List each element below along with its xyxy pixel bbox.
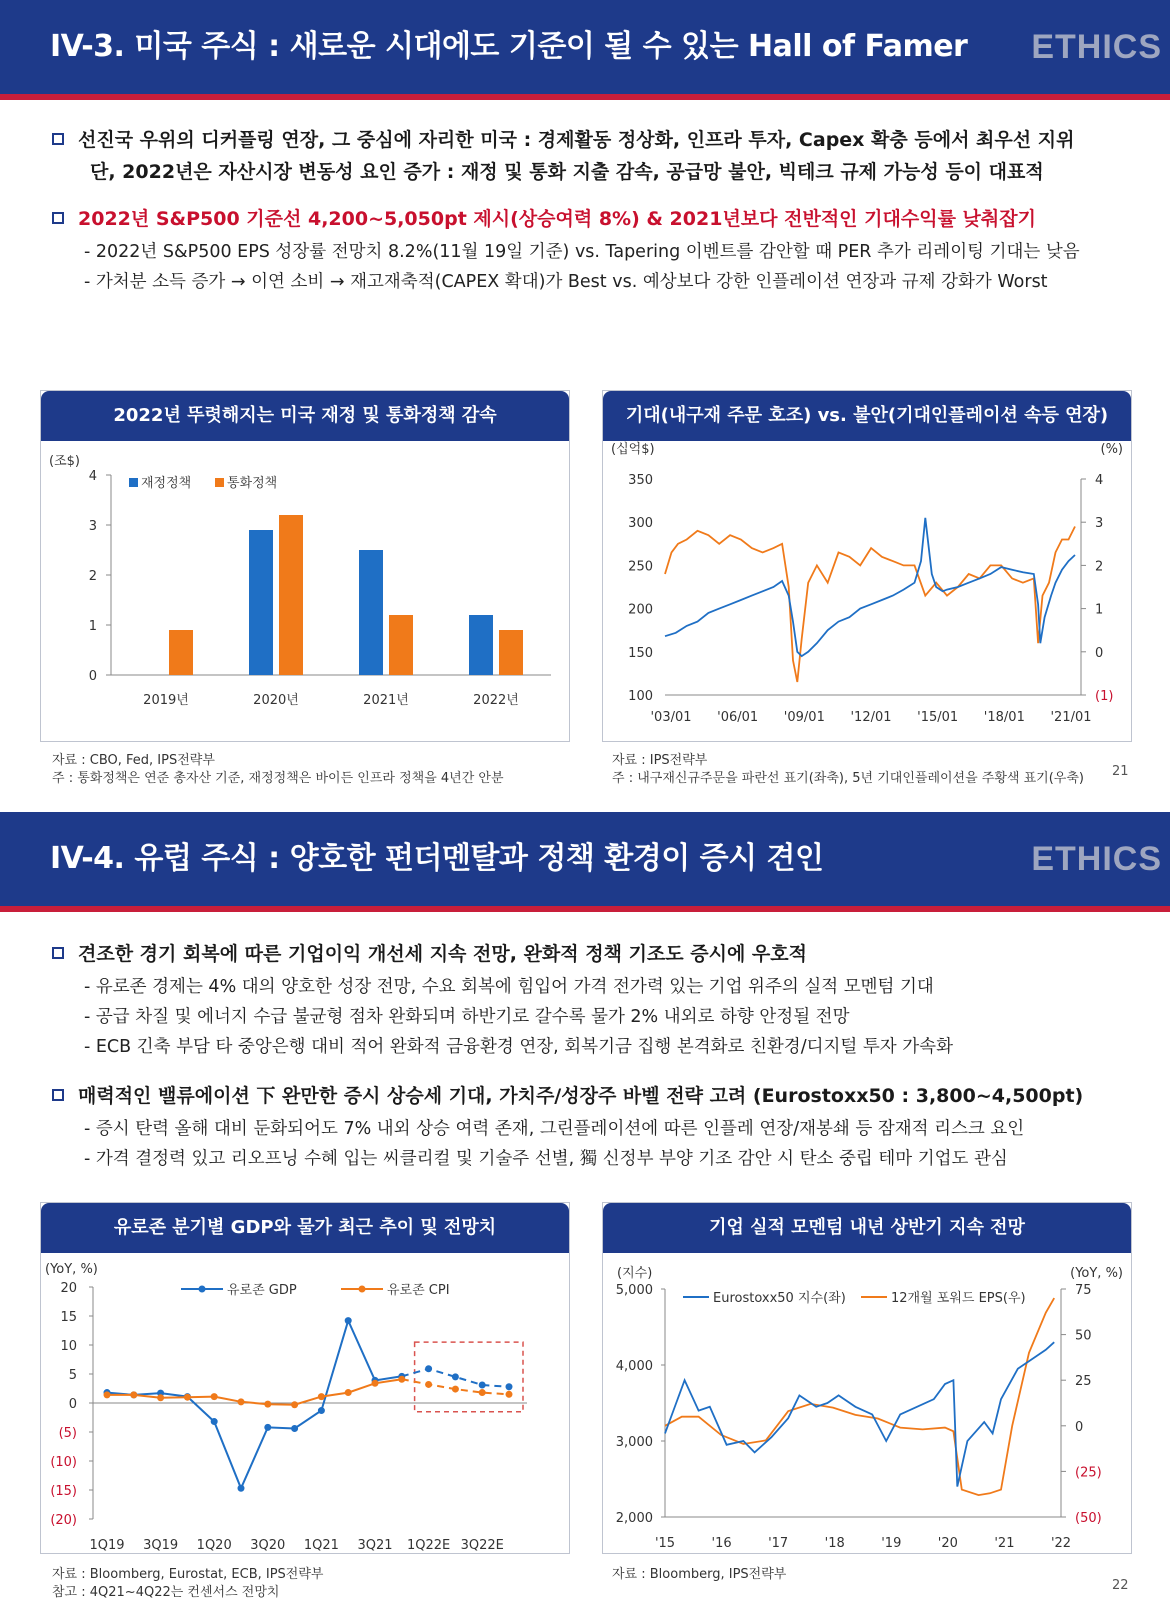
chart1-bar	[469, 615, 493, 675]
chart3-xtick-label: 3Q21	[357, 1538, 393, 1551]
chart4-ytick-left: 3,000	[615, 1435, 653, 1450]
chart2-source: 자료 : IPS전략부	[612, 753, 708, 768]
section2-sub4: - 증시 탄력 올해 대비 둔화되어도 7% 내외 상승 여력 존재, 그린플레이션에 따른 인플레 연장/재봉쇄 등 잠재적 리스크 요인	[84, 1119, 1025, 1139]
chart1-xtick-label: 2019년	[143, 693, 189, 708]
chart3-title: 유로존 분기별 GDP와 물가 최근 추이 및 전망치	[41, 1203, 569, 1253]
chart3-point	[104, 1391, 111, 1398]
chart2-xtick-label: '06/01	[717, 710, 759, 725]
header-divider	[0, 94, 1170, 100]
section2-bullet1: 견조한 경기 회복에 따른 기업이익 개선세 지속 전망, 완화적 정책 기조도 증시에 우호적	[52, 938, 807, 970]
chart1-ytick-label: 2	[88, 569, 97, 584]
chart3-series-line	[107, 1379, 402, 1405]
chart4-xtick-label: '17	[768, 1536, 789, 1551]
chart2-ytick-left: 350	[628, 473, 653, 488]
chart3-xtick-label: 1Q20	[196, 1538, 232, 1551]
chart2-ytick-right: 3	[1095, 516, 1104, 532]
chart2-xtick-label: '21/01	[1050, 710, 1092, 725]
section2-sub1: - 유로존 경제는 4% 대의 양호한 성장 전망, 수요 회복에 힘입어 가격 전가력 있는 기업 위주의 실적 모멘텀 기대	[84, 977, 934, 997]
chart3-point	[130, 1391, 137, 1398]
section1-sub1: - 2022년 S&P500 EPS 성장률 전망치 8.2%(11월 19일 기준) vs. Tapering 이벤트를 감안할 때 PER 추가 리레이팅 기대는 낮음	[84, 242, 1080, 262]
chart1-legend-label: 통화정책	[227, 476, 278, 491]
chart3-xtick-label: 3Q22E	[460, 1538, 504, 1551]
chart4-ylabel-right: (YoY, %)	[1070, 1266, 1123, 1281]
chart2-ytick-left: 100	[628, 689, 653, 704]
chart2-footnote: 주 : 내구재신규주문을 파란선 표기(좌축), 5년 기대인플레이션을 주황색 표기(우축)	[612, 771, 1084, 786]
chart4-legend-label: 12개월 포워드 EPS(우)	[891, 1291, 1026, 1306]
chart3-point	[291, 1425, 298, 1432]
section1-sub2: - 가처분 소득 증가 → 이연 소비 → 재고재축적(CAPEX 확대)가 Best vs. 예상보다 강한 인플레이션 연장과 규제 강화가 Worst	[84, 272, 1048, 292]
chart1-source: 자료 : CBO, Fed, IPS전략부	[52, 753, 215, 768]
chart2-panel	[602, 390, 1132, 742]
chart3-legend-marker	[359, 1286, 366, 1293]
chart3-point	[318, 1407, 325, 1414]
chart3-source: 자료 : Bloomberg, Eurostat, ECB, IPS전략부	[52, 1567, 324, 1582]
chart4-xtick-label: '19	[881, 1536, 902, 1551]
chart3-point	[184, 1394, 191, 1401]
section2-sub3: - ECB 긴축 부담 타 중앙은행 대비 적어 완화적 금융환경 연장, 회복기금 집행 본격화로 친환경/디지털 투자 가속화	[84, 1037, 953, 1057]
chart2-ytick-right: 1	[1095, 602, 1104, 618]
chart3-footnote: 참고 : 4Q21~4Q22는 컨센서스 전망치	[52, 1585, 280, 1600]
section2-title: IV-4. 유럽 주식 : 양호한 펀더멘탈과 정책 환경이 증시 견인	[50, 841, 824, 876]
chart1-legend-label: 재정정책	[141, 476, 192, 491]
bullet-square-icon	[52, 1089, 64, 1101]
chart2-xtick-label: '15/01	[917, 710, 959, 725]
chart1-footnote: 주 : 통화정책은 연준 총자산 기준, 재정정책은 바이든 인프라 정책을 4년간 안분	[52, 771, 504, 786]
chart2-ytick-left: 300	[628, 516, 653, 532]
chart4-xtick-label: '15	[654, 1536, 676, 1551]
chart2-xtick-label: '03/01	[650, 710, 692, 725]
chart4-xtick-label: '21	[994, 1536, 1015, 1551]
chart3-xtick-label: 1Q21	[303, 1538, 339, 1551]
chart1-bar	[389, 615, 413, 675]
chart4-ytick-left: 4,000	[615, 1359, 653, 1374]
chart4-ytick-left: 2,000	[615, 1511, 653, 1526]
chart4-xtick-label: '22	[1050, 1536, 1072, 1551]
chart3-point	[398, 1376, 405, 1383]
chart2-xtick-label: '18/01	[983, 710, 1025, 725]
chart1-xtick-label: 2021년	[363, 693, 409, 708]
chart2-xtick-label: '12/01	[850, 710, 892, 725]
chart1-legend-swatch	[215, 478, 224, 487]
section2-sub2: - 공급 차질 및 에너지 수급 불균형 점차 완화되며 하반기로 갈수록 물가 2% 내외로 하향 안정될 전망	[84, 1007, 850, 1027]
chart1-ylabel: (조$)	[49, 454, 80, 469]
ethics-logo: ETHICS	[1031, 840, 1162, 878]
chart3-legend-marker	[199, 1286, 206, 1293]
chart3-panel	[40, 1202, 570, 1554]
chart4-ytick-left: 5,000	[615, 1283, 653, 1298]
chart4-xtick-label: '16	[711, 1536, 732, 1551]
chart4-source: 자료 : Bloomberg, IPS전략부	[612, 1567, 787, 1582]
chart1-bar	[279, 515, 303, 675]
chart3-xtick-label: 3Q20	[250, 1538, 286, 1551]
chart2-ytick-left: 250	[628, 559, 653, 575]
chart3-point	[425, 1381, 432, 1388]
chart2-ytick-right: 2	[1095, 559, 1104, 575]
chart2-title: 기대(내구재 주문 호조) vs. 불안(기대인플레이션 속등 연장)	[603, 391, 1131, 441]
chart3-point	[211, 1418, 218, 1425]
chart4-ylabel-left: (지수)	[617, 1266, 653, 1281]
section1-bullet1-cont: 단, 2022년은 자산시장 변동성 요인 증가 : 재정 및 통화 지출 감속, 공급망 불안, 빅테크 규제 가능성 등이 대표적	[90, 161, 1044, 183]
chart3-point	[345, 1317, 352, 1324]
chart2-ytick-right: 0	[1095, 645, 1104, 661]
chart2-svg	[603, 441, 1131, 739]
chart3-point	[452, 1373, 459, 1380]
chart3-ytick-label: (10)	[50, 1455, 77, 1470]
chart3-point	[238, 1398, 245, 1405]
chart3-point	[157, 1394, 164, 1401]
chart4-legend-label: Eurostoxx50 지수(좌)	[713, 1291, 846, 1306]
chart1-xtick-label: 2022년	[473, 693, 519, 708]
section1-bullet2: 2022년 S&P500 기준선 4,200~5,050pt 제시(상승여력 8%) & 2021년보다 전반적인 기대수익률 낮춰잡기	[52, 203, 1036, 235]
chart2-ytick-left: 150	[628, 645, 653, 661]
page-number-22: 22	[1112, 1578, 1129, 1593]
bullet-square-icon	[52, 212, 64, 224]
chart2-xtick-label: '09/01	[783, 710, 825, 725]
section2-sub5: - 가격 결정력 있고 리오프닝 수혜 입는 씨클리컬 및 기술주 선별, 獨 신정부 부양 기조 감안 시 탄소 중립 테마 기업도 관심	[84, 1149, 1008, 1169]
chart4-panel	[602, 1202, 1132, 1554]
section1-bullet1: 선진국 우위의 디커플링 연장, 그 중심에 자리한 미국 : 경제활동 정상화, 인프라 투자, Capex 확충 등에서 최우선 지위	[52, 124, 1074, 156]
chart4-svg	[603, 1253, 1131, 1551]
chart1-svg	[41, 441, 569, 739]
page-number-21: 21	[1112, 764, 1129, 779]
chart1-legend-swatch	[129, 478, 138, 487]
chart3-point	[264, 1424, 271, 1431]
chart4-xtick-label: '20	[937, 1536, 958, 1551]
chart3-point	[345, 1389, 352, 1396]
chart1-panel	[40, 390, 570, 742]
chart4-ytick-right: 25	[1075, 1374, 1092, 1390]
chart2-ylabel-right: (%)	[1100, 442, 1123, 457]
chart3-legend-label: 유로존 CPI	[387, 1283, 450, 1298]
chart1-bar	[249, 530, 273, 675]
chart4-series-line	[665, 1298, 1054, 1495]
chart1-ytick-label: 3	[88, 519, 97, 534]
bullet-square-icon	[52, 947, 64, 959]
section1-header	[0, 0, 1170, 94]
chart3-point	[211, 1393, 218, 1400]
chart4-ytick-right: 0	[1075, 1419, 1084, 1435]
chart1-title: 2022년 뚜렷해지는 미국 재정 및 통화정책 감속	[41, 391, 569, 441]
chart1-bar	[499, 630, 523, 675]
section2-header	[0, 812, 1170, 906]
chart3-ytick-label: 5	[68, 1368, 77, 1383]
chart3-point	[264, 1401, 271, 1408]
chart4-xtick-label: '18	[824, 1536, 845, 1551]
chart4-ytick-right: 75	[1075, 1283, 1092, 1298]
chart4-series-line	[665, 1342, 1054, 1486]
chart3-ytick-label: (15)	[50, 1484, 77, 1499]
section2-bullet2: 매력적인 밸류에이션 下 완만한 증시 상승세 기대, 가치주/성장주 바벨 전략 고려 (Eurostoxx50 : 3,800~4,500pt)	[52, 1080, 1083, 1112]
header-divider	[0, 906, 1170, 912]
chart3-ytick-label: (5)	[58, 1426, 77, 1441]
ethics-logo: ETHICS	[1031, 28, 1162, 66]
chart3-point	[318, 1393, 325, 1400]
chart3-ytick-label: 0	[68, 1397, 77, 1412]
chart2-ytick-right: 4	[1095, 473, 1104, 488]
chart3-ylabel: (YoY, %)	[45, 1262, 98, 1277]
chart3-xtick-label: 3Q19	[143, 1538, 179, 1551]
chart3-point	[291, 1401, 298, 1408]
chart1-ytick-label: 0	[88, 669, 97, 684]
chart3-point	[506, 1391, 513, 1398]
chart3-ytick-label: (20)	[50, 1513, 77, 1528]
chart1-ytick-label: 4	[88, 469, 97, 484]
chart3-point	[425, 1365, 432, 1372]
chart3-forecast-box	[415, 1342, 523, 1412]
chart2-ytick-left: 200	[628, 602, 653, 618]
chart3-legend-label: 유로존 GDP	[227, 1283, 297, 1298]
chart3-xtick-label: 1Q22E	[406, 1538, 451, 1551]
chart4-ytick-right: 50	[1075, 1328, 1092, 1344]
chart3-series-line	[107, 1321, 402, 1489]
chart2-ytick-right: (1)	[1095, 689, 1114, 704]
chart1-bar	[359, 550, 383, 675]
chart1-ytick-label: 1	[88, 619, 97, 634]
chart1-bar	[169, 630, 193, 675]
chart3-point	[452, 1386, 459, 1393]
chart4-ytick-right: (50)	[1075, 1511, 1102, 1526]
chart3-ytick-label: 10	[60, 1339, 77, 1354]
chart3-point	[479, 1389, 486, 1396]
bullet-square-icon	[52, 133, 64, 145]
chart3-point	[238, 1485, 245, 1492]
chart1-xtick-label: 2020년	[253, 693, 299, 708]
chart3-point	[506, 1383, 513, 1390]
chart3-point	[479, 1382, 486, 1389]
chart3-xtick-label: 1Q19	[89, 1538, 125, 1551]
chart4-ytick-right: (25)	[1075, 1465, 1102, 1481]
chart3-ytick-label: 15	[60, 1310, 77, 1325]
chart3-point	[372, 1380, 379, 1387]
chart4-title: 기업 실적 모멘텀 내년 상반기 지속 전망	[603, 1203, 1131, 1253]
section1-title: IV-3. 미국 주식 : 새로운 시대에도 기준이 될 수 있는 Hall of Famer	[50, 29, 968, 64]
chart3-svg	[41, 1253, 569, 1551]
chart2-ylabel-left: (십억$)	[611, 442, 655, 457]
chart3-ytick-label: 20	[60, 1281, 77, 1296]
